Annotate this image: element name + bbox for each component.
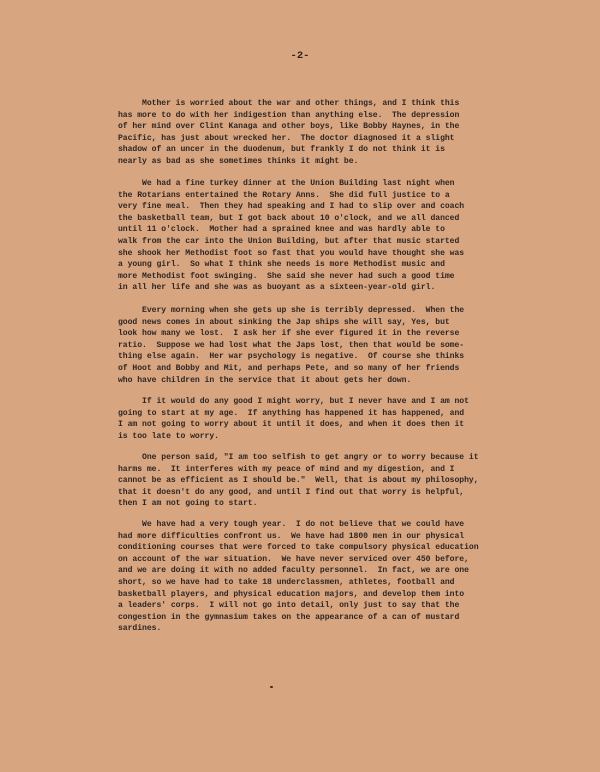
text-line: basketball players, and physical education majors, and develop them into [118, 589, 465, 599]
paragraph-3 [118, 305, 548, 386]
text-line: is too late to worry. [118, 431, 219, 441]
text-line: who have children in the service that it about gets her down. [118, 375, 412, 385]
paragraph-5 [118, 452, 548, 510]
text-line: One person said, "I am too selfish to get angry or to worry because it [118, 453, 479, 462]
text-line: Mother is worried about the war and other things, and I think this [118, 99, 460, 108]
paragraph-6 [118, 519, 548, 635]
text-line: good news comes in about sinking the Jap ships she will say, Yes, but [118, 317, 450, 327]
text-line: on account of the war situation. We have never serviced over 450 before, [118, 554, 469, 564]
text-line: shadow of an uncer in the duodenum, but frankly I do not think it is [118, 145, 445, 155]
text-line: a leaders' corps. I will not go into detail, only just to say that the [118, 601, 460, 611]
text-line: very fine meal. Then they had speaking and I had to slip over and coach [118, 202, 465, 212]
text-line: nearly as bad as she sometimes thinks it might be. [118, 156, 359, 166]
text-line: has more to do with her indigestion than anything else. The depression [118, 110, 460, 120]
text-line: a young girl. So what I think she needs is more Methodist music and [118, 260, 445, 270]
text-line: We have had a very tough year. I do not believe that we could have [118, 520, 465, 529]
text-line: We had a fine turkey dinner at the Union Building last night when [118, 179, 455, 188]
text-line: I am not going to worry about it until it does, and when it does then it [118, 420, 465, 430]
text-line: sardines. [118, 624, 162, 634]
text-line: the basketball team, but I got back about 10 o'clock, and we all danced [118, 213, 460, 223]
text-line: and we are doing it with no added faculty personnel. In fact, we are one [118, 566, 469, 576]
ink-speck [270, 686, 273, 688]
text-line: short, so we have had to take 18 underclassmen, athletes, football and [118, 577, 455, 587]
text-line: the Rotarians entertained the Rotary Anns. She did full justice to a [118, 190, 450, 200]
text-line: more Methodist foot swinging. She said she never had such a good time [118, 271, 455, 281]
text-line: had more difficulties confront us. We have had 1800 men in our physical [118, 531, 465, 541]
text-line: until 11 o'clock. Mother had a sprained knee and was hardly able to [118, 225, 445, 235]
text-line: congestion in the gymnasium takes on the appearance of a can of mustard [118, 612, 460, 622]
paragraph-1 [118, 98, 548, 168]
text-line: harms me. It interferes with my peace of mind and my digestion, and I [118, 464, 455, 474]
text-line: she shook her Methodist foot so fast that you would have thought she was [118, 248, 465, 258]
text-line: going to start at my age. If anything has happened it has happened, and [118, 408, 465, 418]
text-line: of her mind over Clint Kanaga and other boys, like Bobby Haynes, in the [118, 122, 460, 132]
text-line: cannot be as efficient as I should be." Well, that is about my philosophy, [118, 476, 479, 486]
text-line: then I am not going to start. [118, 499, 258, 509]
paragraph-2 [118, 178, 548, 294]
paragraph-4 [118, 396, 548, 442]
text-line: Every morning when she gets up she is terribly depressed. When the [118, 306, 465, 315]
text-line: look how many we lost. I ask her if she ever figured it in the reverse [118, 329, 460, 339]
text-line: thing else again. Her war psychology is negative. Of course she thinks [118, 352, 465, 362]
text-line: Pacific, has just about wrecked her. The doctor diagnosed it a slight [118, 133, 455, 143]
text-line: that it doesn't do any good, and until I find out that worry is helpful, [118, 487, 465, 497]
text-line: conditioning courses that were forced to take compulsory physical education [118, 543, 479, 553]
text-line: If it would do any good I might worry, but I never have and I am not [118, 397, 469, 406]
text-line: ratio. Suppose we had lost what the Japs lost, then that would be some- [118, 340, 465, 350]
text-line: walk from the car into the Union Building, but after that music started [118, 236, 460, 246]
text-line: of Hoot and Bobby and Mit, and perhaps Pete, and so many of her friends [118, 363, 460, 373]
text-line: in all her life and she was as buoyant as a sixteen-year-old girl. [118, 283, 436, 293]
page-number: -2- [290, 50, 310, 62]
